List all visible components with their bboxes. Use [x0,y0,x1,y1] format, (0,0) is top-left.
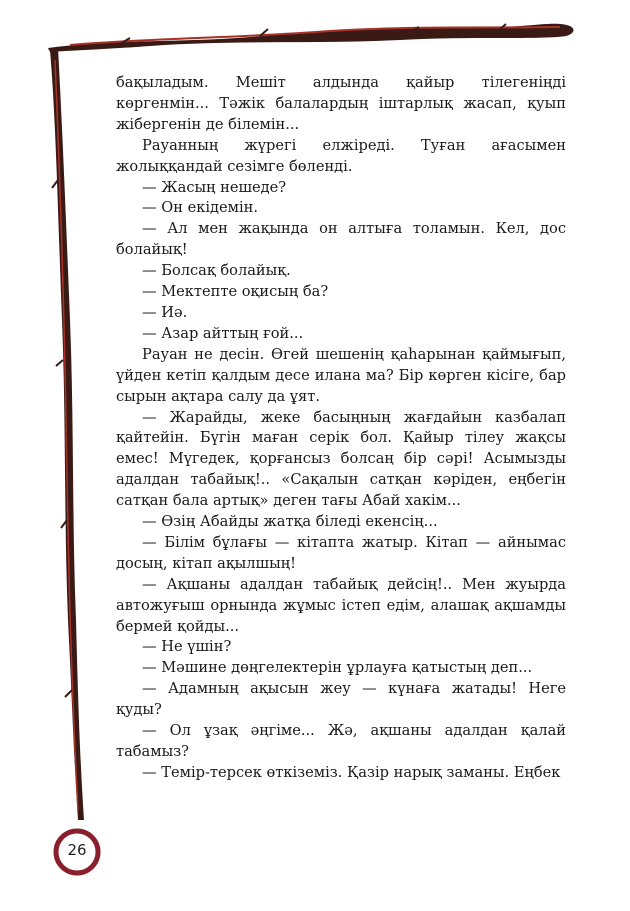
dialogue-line: — Жасың нешеде? [142,178,287,196]
dialogue-line: — Темір-терсек өткіземіз. Қазір нарық заманы. Еңбек [142,763,561,781]
dialogue-line: — Он екідемін. [142,199,258,217]
dialogue-line: — Адамның ақысын жеу — күнаға жатады! Неге қуды? [116,680,566,719]
dialogue-line: — Білім бұлағы — кітапта жатыр. Кітап — айнымас досың, кітап ақылшың! [116,533,566,572]
dialogue-line: — Мәшине дөңгелектерін ұрлауға қатыстың деп... [142,659,533,677]
paragraph: бақыладым. Мешіт алдында қайыр тілегеніңді көргенмін... Тәжік балалардың іштарлық жасап, қуып жібергенін де білемін... [116,74,566,133]
dialogue-line: — Иә. [142,303,188,321]
story-text [116,73,566,784]
paragraph: Рауан не десін. Өгей шешенің қаһарынан қаймығып, үйден кетіп қалдым десе илана ма? Бір көрген кісіге, бар сырын ақтара салу да ұят. [116,345,566,405]
paragraph: Рауанның жүрегі елжіреді. Туған ағасымен жолыққандай сезімге бөленді. [116,136,566,175]
top-stick-ornament [48,24,573,52]
dialogue-line: — Өзің Абайды жатқа біледі екенсің... [142,513,438,531]
dialogue-line: — Ол ұзақ әңгіме... Жә, ақшаны адалдан қалай табамыз? [116,722,566,760]
dialogue-line: — Мектепте оқисың ба? [142,283,329,301]
dialogue-line: — Жарайды, жеке басыңның жағдайын казбалап қайтейін. Бүгін маған серік бол. Қайыр тілеу жақсы емес! Мүгедек, қорғансыз болсаң бір сәрі! Асымызды адалдан табайық!.. «Сақалын сатқан кәріден, еңбегін сатқан бала артық» деген тағы Абай хакім... [116,408,566,510]
dialogue-line: — Ақшаны адалдан табайық дейсің!.. Мен жуырда автожуғыш орнында жұмыс істеп едім, алашақ ақшамды бермей қойды... [116,575,566,635]
dialogue-line: — Не үшін? [142,638,232,656]
dialogue-line: — Болсақ болайық. [142,262,291,280]
page-number: 26 [67,841,87,859]
left-stick-ornament [50,48,84,820]
dialogue-line: — Ал мен жақында он алтыға толамын. Кел, дос болайық! [116,220,566,259]
dialogue-line: — Азар айттың ғой... [142,324,304,342]
